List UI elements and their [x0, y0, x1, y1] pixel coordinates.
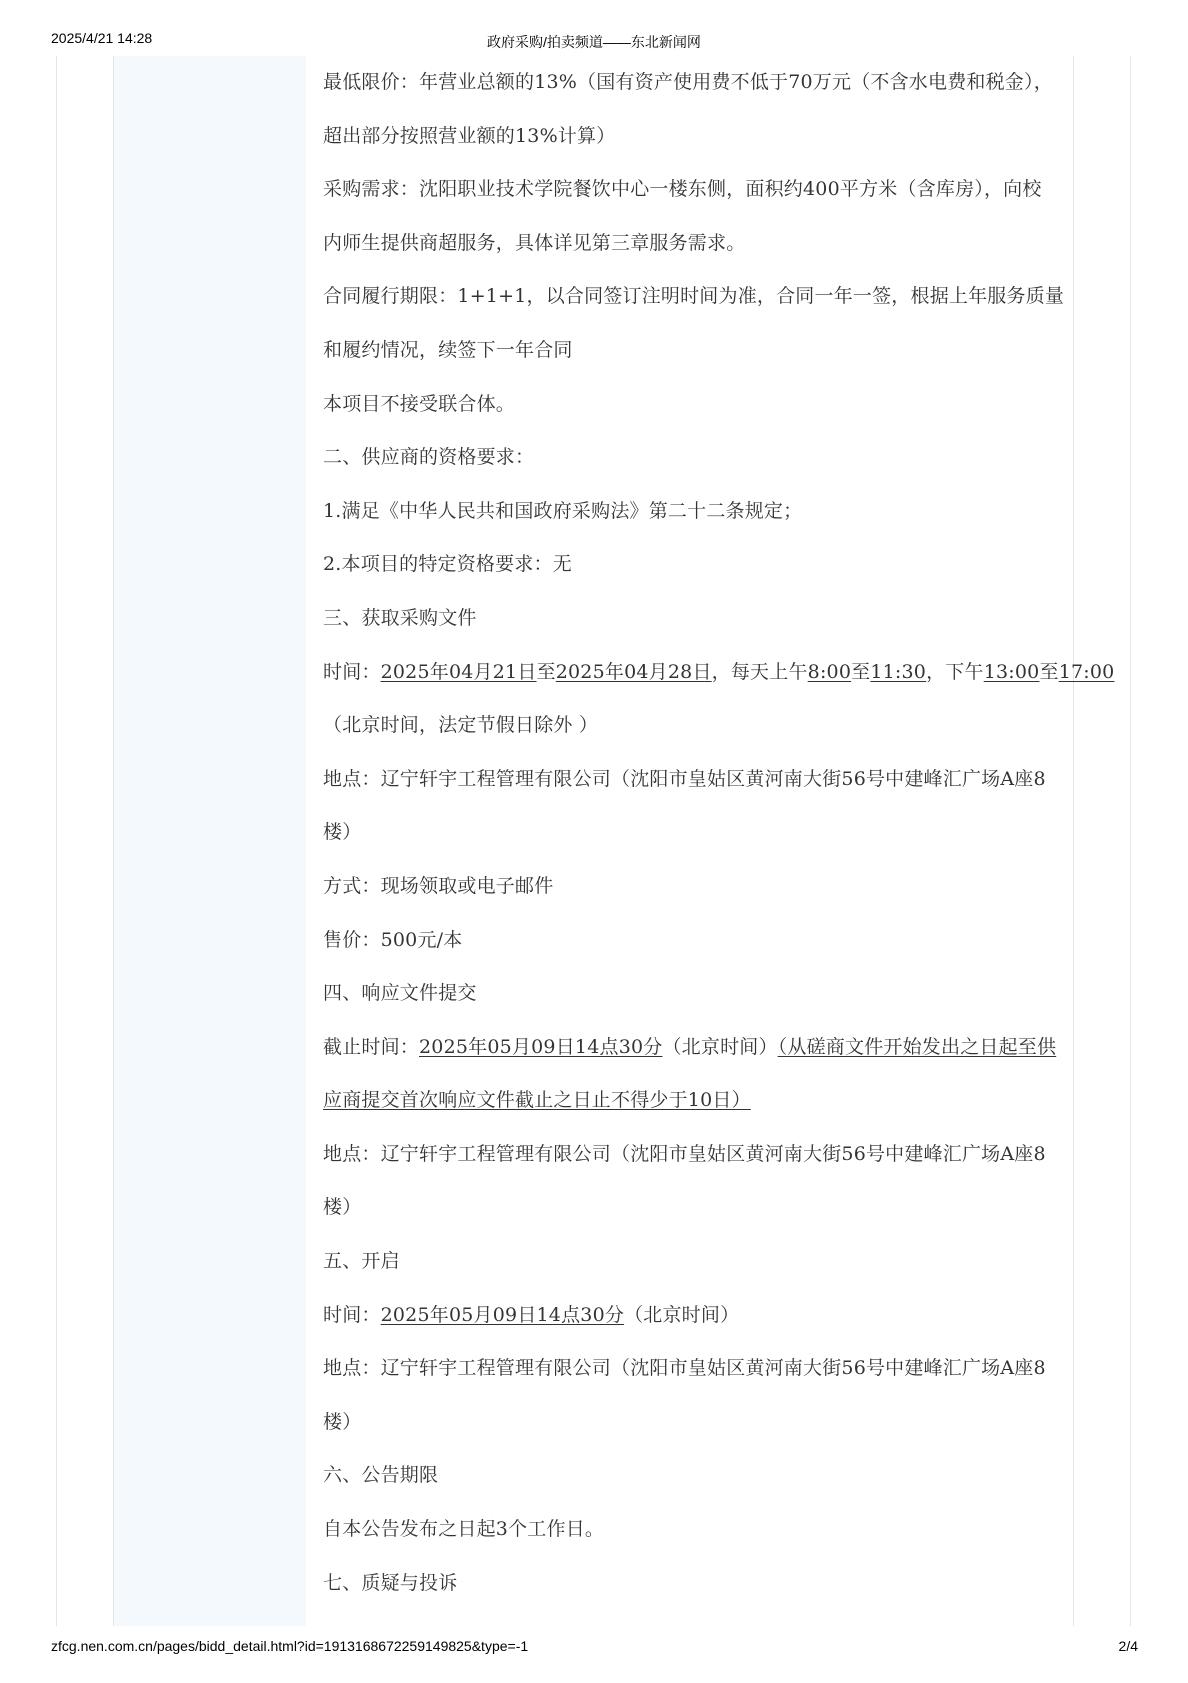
page-url: zfcg.nen.com.cn/pages/bidd_detail.html?id=1913168672259149825&type=-1 [51, 1638, 529, 1654]
text-line: 2.本项目的特定资格要求：无 [323, 553, 572, 576]
text-line: 楼） [323, 821, 362, 844]
print-header [0, 30, 1188, 54]
deadline-line [323, 1021, 1073, 1075]
text-line: 1.满足《中华人民共和国政府采购法》第二十二条规定； [323, 499, 803, 522]
text-line: 地点：辽宁轩宇工程管理有限公司（沈阳市皇姑区黄河南大街56号中建峰汇广场A座8 [323, 1357, 1046, 1380]
separator: 至 [536, 660, 556, 683]
opening-time-line [323, 1289, 1073, 1343]
label: 截止时间： [323, 1035, 420, 1058]
opening-datetime: 2025年05月09日14点30分 [380, 1303, 625, 1326]
label: 时间： [323, 660, 381, 683]
text-line: 方式：现场领取或电子邮件 [323, 874, 554, 897]
text-line: 本项目不接受联合体。 [323, 392, 516, 415]
text-line: 楼） [323, 1410, 362, 1433]
print-page-title: 政府采购/拍卖频道——东北新闻网 [487, 34, 701, 50]
separator: 至 [851, 660, 871, 683]
text-line: 楼） [323, 1196, 362, 1219]
text-line: 售价：500元/本 [323, 928, 463, 951]
acquisition-time-line [323, 646, 1115, 700]
sidebar [113, 56, 306, 1626]
text-line: 和履约情况，续签下一年合同 [323, 338, 573, 361]
text-line: 地点：辽宁轩宇工程管理有限公司（沈阳市皇姑区黄河南大街56号中建峰汇广场A座8 [323, 767, 1046, 790]
text-line: 合同履行期限：1+1+1，以合同签订注明时间为准，合同一年一签，根据上年服务质量 [323, 285, 1065, 308]
am-end: 11:30 [870, 660, 927, 683]
date-end: 2025年04月28日 [555, 660, 712, 683]
am-start: 8:00 [807, 660, 852, 683]
deadline-note: （从磋商文件开始发出之日起至供 [777, 1035, 1057, 1058]
pm-start: 13:00 [983, 660, 1040, 683]
text-line: 自本公告发布之日起3个工作日。 [323, 1518, 605, 1541]
section-heading: 七、质疑与投诉 [323, 1571, 458, 1594]
text-line: 内师生提供商超服务，具体详见第三章服务需求。 [323, 231, 746, 254]
section-heading: 二、供应商的资格要求： [323, 446, 535, 469]
text-line: 采购需求：沈阳职业技术学院餐饮中心一楼东侧，面积约400平方米（含库房），向校 [323, 178, 1042, 201]
deadline-datetime: 2025年05月09日14点30分 [419, 1035, 663, 1058]
section-heading: 六、公告期限 [323, 1464, 439, 1487]
text-line: 地点：辽宁轩宇工程管理有限公司（沈阳市皇姑区黄河南大街56号中建峰汇广场A座8 [323, 1142, 1046, 1165]
section-heading: 四、响应文件提交 [323, 982, 477, 1005]
section-heading: 三、获取采购文件 [323, 606, 477, 629]
section-heading: 五、开启 [323, 1250, 400, 1273]
text-line [323, 1074, 1073, 1128]
label: 时间： [323, 1303, 381, 1326]
print-date: 2025/4/21 14:28 [51, 30, 153, 46]
pm-end: 17:00 [1058, 660, 1115, 683]
announcement-content [306, 56, 1115, 1626]
text-line: 最低限价：年营业总额的13%（国有资产使用费不低于70万元（不含水电费和税金）， [323, 71, 1053, 93]
date-start: 2025年04月21日 [380, 660, 537, 683]
separator: 至 [1039, 660, 1059, 683]
text-segment: ，每天上午 [711, 660, 808, 683]
text-line: （北京时间，法定节假日除外 ） [323, 714, 599, 737]
page-number: 2/4 [1118, 1638, 1138, 1654]
text-segment: ，下午 [926, 660, 984, 683]
timezone-note: （北京时间） [662, 1035, 778, 1058]
deadline-note-cont: 应商提交首次响应文件截止之日止不得少于10日） [323, 1089, 751, 1112]
timezone-note: （北京时间） [624, 1303, 740, 1326]
text-line: 超出部分按照营业额的13%计算） [323, 124, 616, 147]
